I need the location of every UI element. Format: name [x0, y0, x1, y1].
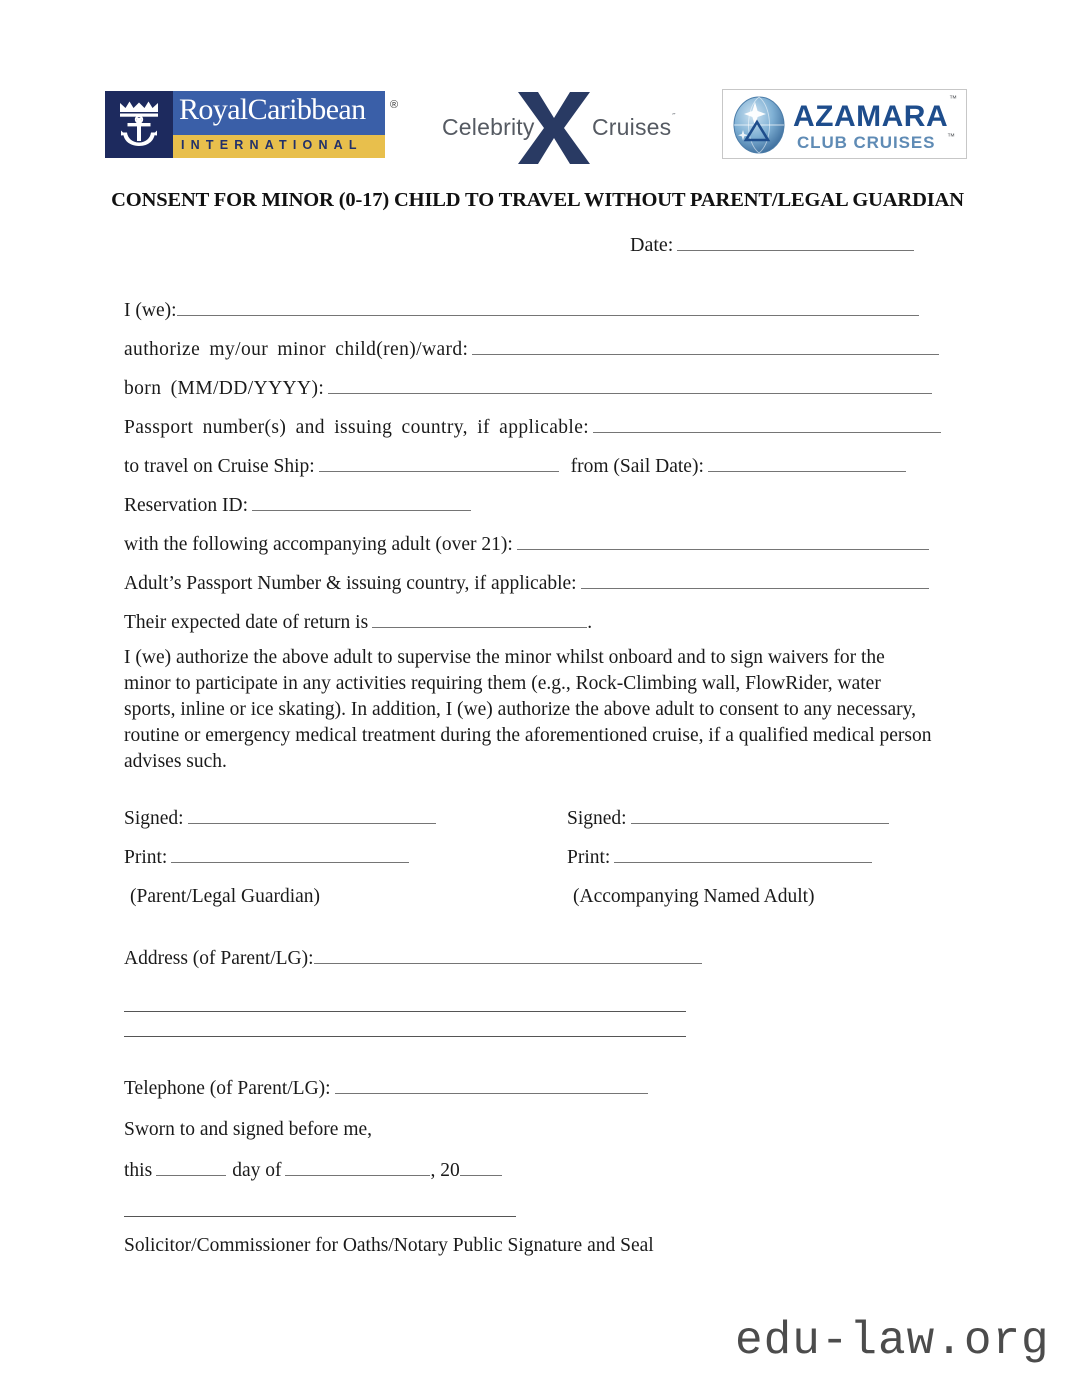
telephone-row [124, 1078, 824, 1119]
logo-bar [0, 88, 1075, 166]
signature-column-adult [567, 808, 957, 908]
notary-month-input[interactable] [285, 1161, 430, 1176]
registered-mark-icon: ® [390, 99, 399, 111]
telephone-input[interactable] [335, 1079, 648, 1094]
print-label-parent: Print: [124, 847, 168, 868]
notary-signature-caption: Solicitor/Commissioner for Oaths/Notary Public Signature and Seal [124, 1235, 654, 1256]
royal-caribbean-logo [105, 91, 399, 158]
celebrity-cruises-logo [440, 88, 680, 166]
field-label-born: born (MM/DD/YYYY): [124, 378, 325, 399]
field-input-born[interactable] [328, 379, 932, 394]
azamara-globe-icon [731, 96, 787, 154]
address-input-line-2[interactable] [124, 1011, 686, 1012]
field-input-minor-child[interactable] [472, 340, 939, 355]
field-label-cruise-ship: to travel on Cruise Ship: [124, 456, 315, 477]
field-row-born [124, 369, 949, 408]
azamara-subtitle: CLUB CRUISES [797, 133, 936, 152]
signature-caption-adult: (Accompanying Named Adult) [573, 886, 815, 907]
year-prefix-label: , 20 [430, 1160, 460, 1181]
field-input-reservation-id[interactable] [252, 496, 471, 511]
azamara-trademark-top-icon: ™ [949, 94, 957, 103]
field-row-passport [124, 408, 949, 447]
field-row-reservation-id [124, 486, 949, 525]
signed-input-parent[interactable] [188, 809, 436, 824]
date-field-row [630, 234, 914, 257]
royal-caribbean-name-band [173, 91, 385, 135]
royal-caribbean-name: RoyalCaribbean [179, 93, 366, 126]
field-input-return-date[interactable] [372, 613, 587, 628]
field-input-sail-date[interactable] [708, 457, 906, 472]
field-label-adult-passport: Adult’s Passport Number & issuing country, if applicable: [124, 573, 577, 594]
address-section [124, 948, 824, 1037]
celebrity-word-left: Celebrity [442, 114, 535, 140]
date-input-rule[interactable] [677, 236, 914, 251]
notary-date-row [124, 1160, 824, 1201]
authorization-paragraph: I (we) authorize the above adult to supervise the minor whilst onboard and to sign waivers for the minor to participate in any activities requiring them (e.g., Rock-Climbing wall, FlowRider, water sports, inline or ice skating). In addition, I (we) authorize the above adult to consent to any necessary, routine or emergency medical treatment during the aforementioned cruise, if a qualified medical person advises such. [124, 647, 932, 772]
field-label-return-date: Their expected date of return is [124, 612, 369, 633]
field-input-accompanying-adult[interactable] [517, 535, 929, 550]
field-input-cruise-ship[interactable] [319, 457, 559, 472]
field-row-minor-child [124, 330, 949, 369]
notary-day-input[interactable] [156, 1161, 226, 1176]
azamara-name: AZAMARA [793, 100, 949, 133]
print-label-adult: Print: [567, 847, 611, 868]
form-fields [124, 291, 949, 642]
royal-caribbean-subtitle: INTERNATIONAL [181, 138, 363, 152]
this-label: this [124, 1160, 153, 1181]
address-input-line-3[interactable] [124, 1036, 686, 1037]
address-label: Address (of Parent/LG): [124, 948, 314, 969]
signature-row-adult-print [567, 847, 957, 886]
print-input-parent[interactable] [171, 848, 409, 863]
date-label: Date: [630, 234, 674, 256]
field-row-i-we [124, 291, 949, 330]
page-title: CONSENT FOR MINOR (0-17) CHILD TO TRAVEL WITHOUT PARENT/LEGAL GUARDIAN [111, 189, 964, 211]
field-row-accompanying-adult [124, 525, 949, 564]
field-row-adult-passport [124, 564, 949, 603]
royal-caribbean-subtitle-band [173, 135, 385, 158]
signature-caption-parent: (Parent/Legal Guardian) [130, 886, 321, 907]
field-suffix-return-date: . [587, 612, 593, 633]
field-label-passport: Passport number(s) and issuing country, if applicable: [124, 417, 590, 438]
signed-input-adult[interactable] [631, 809, 889, 824]
field-input-i-we[interactable] [177, 301, 919, 316]
field-label-i-we: I (we): [124, 300, 177, 321]
crown-and-anchor-icon [115, 99, 163, 149]
address-row-first [124, 948, 824, 987]
signed-label-parent: Signed: [124, 808, 184, 829]
signature-row-adult-signed [567, 808, 957, 847]
celebrity-x-icon [512, 90, 596, 166]
field-label-accompanying-adult: with the following accompanying adult (over 21): [124, 534, 513, 555]
signature-row-parent-print [124, 847, 514, 886]
celebrity-trademark-icon: ˝ [672, 112, 675, 122]
field-row-cruise-ship [124, 447, 949, 486]
site-watermark: edu-law.org [735, 1315, 1050, 1367]
notary-signature-input[interactable] [124, 1216, 516, 1217]
address-input-line-1[interactable] [314, 949, 702, 964]
field-label-sail-date: from (Sail Date): [570, 456, 704, 477]
field-input-passport[interactable] [593, 418, 941, 433]
notary-year-input[interactable] [460, 1161, 502, 1176]
azamara-club-cruises-logo [722, 89, 967, 159]
field-label-minor-child: authorize my/our minor child(ren)/ward: [124, 339, 469, 360]
sworn-statement: Sworn to and signed before me, [124, 1119, 373, 1140]
print-input-adult[interactable] [614, 848, 872, 863]
signed-label-adult: Signed: [567, 808, 627, 829]
field-row-return-date [124, 603, 949, 642]
telephone-label: Telephone (of Parent/LG): [124, 1078, 331, 1099]
celebrity-word-right: Cruises [592, 114, 672, 140]
azamara-trademark-bottom-icon: ™ [947, 132, 955, 141]
field-input-adult-passport[interactable] [581, 574, 929, 589]
royal-caribbean-emblem-box [105, 91, 173, 158]
day-of-label: day of [232, 1160, 282, 1181]
signature-column-parent [124, 808, 514, 908]
signature-row-parent-signed [124, 808, 514, 847]
notary-section [124, 1078, 824, 1201]
field-label-reservation-id: Reservation ID: [124, 495, 249, 516]
